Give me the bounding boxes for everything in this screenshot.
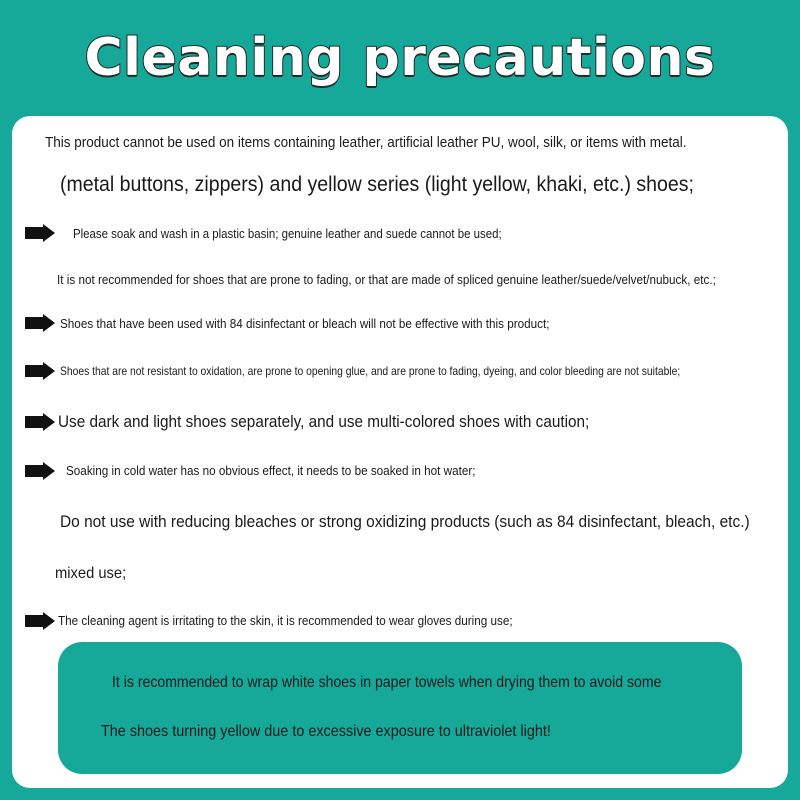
precaution-line-9: Do not use with reducing bleaches or strong oxidizing products (such as 84 disinfectant, bleach, etc.) — [60, 512, 750, 531]
precaution-line-10: mixed use; — [55, 565, 127, 582]
precaution-line-1: This product cannot be used on items containing leather, artificial leather PU, wool, silk, or items with metal. — [45, 134, 687, 151]
tip-line-2: The shoes turning yellow due to excessive exposure to ultraviolet light! — [101, 723, 551, 740]
arrow-bullet-icon — [25, 612, 55, 630]
arrow-bullet-icon — [25, 224, 55, 242]
arrow-bullet-icon — [25, 314, 55, 332]
precaution-line-5: Shoes that have been used with 84 disinfectant or bleach will not be effective with this product; — [60, 316, 550, 331]
arrow-bullet-icon — [25, 362, 55, 380]
arrow-bullet-icon — [25, 413, 55, 431]
precaution-line-8: Soaking in cold water has no obvious effect, it needs to be soaked in hot water; — [66, 463, 476, 478]
precaution-line-6: Shoes that are not resistant to oxidation, are prone to opening glue, and are prone to fading, dyeing, and color bleeding are not suitable; — [60, 364, 681, 378]
tip-box — [58, 642, 742, 774]
precaution-line-2: (metal buttons, zippers) and yellow series (light yellow, khaki, etc.) shoes; — [60, 173, 694, 196]
precaution-line-11: The cleaning agent is irritating to the skin, it is recommended to wear gloves during use; — [58, 613, 513, 628]
tip-line-1: It is recommended to wrap white shoes in paper towels when drying them to avoid some — [112, 674, 662, 691]
page-title: Cleaning precautions — [84, 28, 716, 88]
precaution-line-3: Please soak and wash in a plastic basin; genuine leather and suede cannot be used; — [73, 226, 502, 241]
arrow-bullet-icon — [25, 462, 55, 480]
precaution-line-7: Use dark and light shoes separately, and use multi-colored shoes with caution; — [58, 412, 590, 431]
precaution-line-4: It is not recommended for shoes that are prone to fading, or that are made of spliced genuine leather/suede/velvet/nubuck, etc.; — [57, 272, 716, 287]
